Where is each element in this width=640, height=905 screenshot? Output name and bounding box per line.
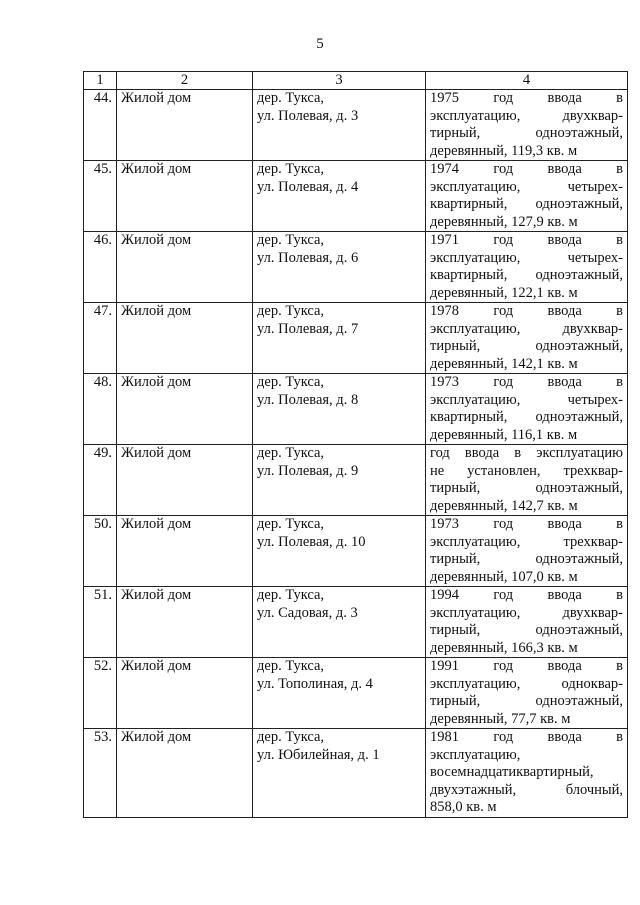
table-row xyxy=(84,303,628,374)
object-name: Жилой дом xyxy=(117,729,253,818)
object-description xyxy=(426,303,628,374)
description-line: 1973 год ввода в xyxy=(430,516,623,532)
object-name: Жилой дом xyxy=(117,445,253,516)
table-row xyxy=(84,90,628,161)
description-line: эксплуатацию, трехквар- xyxy=(430,533,623,550)
table-header xyxy=(84,72,628,90)
row-number: 46. xyxy=(84,232,117,303)
description-line: деревянный, 116,1 кв. м xyxy=(430,426,578,443)
table-row xyxy=(84,729,628,818)
column-header-1: 1 xyxy=(84,72,117,90)
description-line: эксплуатацию, двухквар- xyxy=(430,107,623,124)
column-header-3: 3 xyxy=(253,72,426,90)
object-name: Жилой дом xyxy=(117,232,253,303)
object-name: Жилой дом xyxy=(117,161,253,232)
description-line: тирный, одноэтажный, xyxy=(430,338,623,354)
description-line: тирный, одноэтажный, xyxy=(430,125,623,141)
row-number: 49. xyxy=(84,445,117,516)
address-line: дер. Тукса, xyxy=(257,658,325,674)
description-line: квартирный, одноэтажный, xyxy=(430,267,623,283)
description-line: 1973 год ввода в xyxy=(430,374,623,390)
address-line: ул. Садовая, д. 3 xyxy=(257,604,358,621)
object-address xyxy=(253,303,426,374)
object-description xyxy=(426,374,628,445)
description-line: эксплуатацию, двухквар- xyxy=(430,320,623,337)
column-header-4: 4 xyxy=(426,72,628,90)
description-line: деревянный, 122,1 кв. м xyxy=(430,284,578,301)
object-description xyxy=(426,232,628,303)
row-number: 52. xyxy=(84,658,117,729)
row-number: 51. xyxy=(84,587,117,658)
object-address xyxy=(253,729,426,818)
description-line: деревянный, 142,1 кв. м xyxy=(430,355,578,372)
object-name: Жилой дом xyxy=(117,587,253,658)
row-number: 44. xyxy=(84,90,117,161)
address-line: дер. Тукса, xyxy=(257,90,325,106)
table-row xyxy=(84,232,628,303)
description-line: 1981 год ввода в xyxy=(430,729,623,745)
object-description xyxy=(426,90,628,161)
address-line: дер. Тукса, xyxy=(257,445,325,461)
object-address xyxy=(253,90,426,161)
description-line: деревянный, 77,7 кв. м xyxy=(430,710,571,727)
address-line: дер. Тукса, xyxy=(257,303,325,319)
table-row xyxy=(84,587,628,658)
table-row xyxy=(84,445,628,516)
object-name: Жилой дом xyxy=(117,90,253,161)
table-row xyxy=(84,516,628,587)
table-row xyxy=(84,658,628,729)
address-line: дер. Тукса, xyxy=(257,161,325,177)
address-line: дер. Тукса, xyxy=(257,516,325,532)
row-number: 45. xyxy=(84,161,117,232)
description-line: деревянный, 107,0 кв. м xyxy=(430,568,578,585)
address-line: ул. Юбилейная, д. 1 xyxy=(257,746,380,763)
address-line: ул. Полевая, д. 4 xyxy=(257,178,359,195)
row-number: 50. xyxy=(84,516,117,587)
address-line: дер. Тукса, xyxy=(257,232,325,248)
object-description xyxy=(426,587,628,658)
description-line: тирный, одноэтажный, xyxy=(430,480,623,496)
address-line: дер. Тукса, xyxy=(257,587,325,603)
object-address xyxy=(253,516,426,587)
description-line: квартирный, одноэтажный, xyxy=(430,196,623,212)
address-line: ул. Полевая, д. 6 xyxy=(257,249,359,266)
address-line: ул. Полевая, д. 8 xyxy=(257,391,359,408)
description-line: эксплуатацию, четырех- xyxy=(430,391,623,408)
object-address xyxy=(253,161,426,232)
object-address xyxy=(253,658,426,729)
table-body xyxy=(84,90,628,818)
description-line: восемнадцатиквартирный, xyxy=(430,764,594,780)
description-line: 1991 год ввода в xyxy=(430,658,623,674)
description-line: эксплуатацию, xyxy=(430,746,521,763)
description-line: деревянный, 119,3 кв. м xyxy=(430,142,578,159)
object-name: Жилой дом xyxy=(117,658,253,729)
description-line: эксплуатацию, двухквар- xyxy=(430,604,623,621)
address-line: ул. Полевая, д. 7 xyxy=(257,320,359,337)
description-line: 1994 год ввода в xyxy=(430,587,623,603)
object-description xyxy=(426,445,628,516)
description-line: тирный, одноэтажный, xyxy=(430,551,623,567)
address-line: ул. Полевая, д. 3 xyxy=(257,107,359,124)
column-header-2: 2 xyxy=(117,72,253,90)
table-row xyxy=(84,374,628,445)
object-address xyxy=(253,232,426,303)
row-number: 47. xyxy=(84,303,117,374)
description-line: эксплуатацию, одноквар- xyxy=(430,675,623,692)
row-number: 53. xyxy=(84,729,117,818)
object-address xyxy=(253,445,426,516)
description-line: 1974 год ввода в xyxy=(430,161,623,177)
description-line: год ввода в эксплуатацию xyxy=(430,445,623,461)
description-line: эксплуатацию, четырех- xyxy=(430,249,623,266)
description-line: 1978 год ввода в xyxy=(430,303,623,319)
description-line: двухэтажный, блочный, xyxy=(430,781,623,798)
table-row xyxy=(84,161,628,232)
header-row xyxy=(84,72,628,90)
object-address xyxy=(253,374,426,445)
description-line: квартирный, одноэтажный, xyxy=(430,409,623,425)
description-line: не установлен, трехквар- xyxy=(430,462,623,479)
object-description xyxy=(426,658,628,729)
object-description xyxy=(426,729,628,818)
address-line: ул. Тополиная, д. 4 xyxy=(257,675,373,692)
description-line: тирный, одноэтажный, xyxy=(430,693,623,709)
object-name: Жилой дом xyxy=(117,516,253,587)
address-line: дер. Тукса, xyxy=(257,729,325,745)
description-line: 1971 год ввода в xyxy=(430,232,623,248)
description-line: деревянный, 127,9 кв. м xyxy=(430,213,578,230)
address-line: ул. Полевая, д. 10 xyxy=(257,533,366,550)
description-line: 858,0 кв. м xyxy=(430,799,497,815)
page-number: 5 xyxy=(316,36,324,52)
object-description xyxy=(426,161,628,232)
description-line: деревянный, 166,3 кв. м xyxy=(430,639,578,656)
description-line: тирный, одноэтажный, xyxy=(430,622,623,638)
description-line: 1975 год ввода в xyxy=(430,90,623,106)
address-line: дер. Тукса, xyxy=(257,374,325,390)
object-description xyxy=(426,516,628,587)
property-table xyxy=(83,71,628,818)
description-line: эксплуатацию, четырех- xyxy=(430,178,623,195)
object-address xyxy=(253,587,426,658)
object-name: Жилой дом xyxy=(117,374,253,445)
description-line: деревянный, 142,7 кв. м xyxy=(430,497,578,514)
address-line: ул. Полевая, д. 9 xyxy=(257,462,359,479)
row-number: 48. xyxy=(84,374,117,445)
object-name: Жилой дом xyxy=(117,303,253,374)
